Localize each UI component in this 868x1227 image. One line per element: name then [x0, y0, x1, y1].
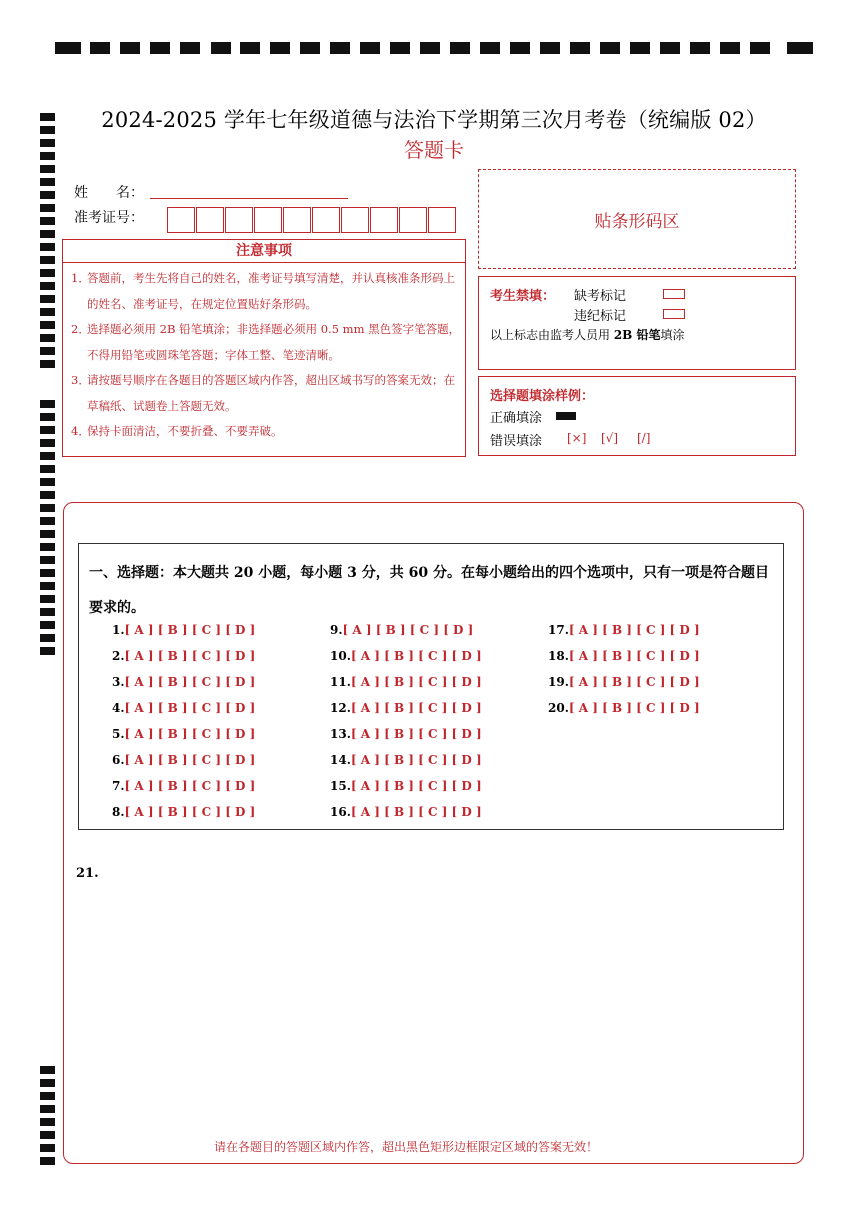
answer-options[interactable]: [ A ] [ B ] [ C ] [ D ]: [350, 649, 482, 663]
wrong-fill-example: [√]: [601, 431, 619, 445]
answer-options[interactable]: [ A ] [ B ] [ C ] [ D ]: [350, 701, 482, 715]
question-number: 2.: [112, 649, 125, 663]
alignment-mark: [40, 1105, 55, 1113]
question-number: 8.: [112, 805, 125, 819]
answer-options[interactable]: [ A ] [ B ] [ C ] [ D ]: [124, 649, 256, 663]
section-title: 一、选择题：本大题共 20 小题，每小题 3 分，共 60 分。在每小题给出的四个选项中，只有一项是符合题目要求的。: [89, 565, 769, 616]
wrong-fill-example: [/]: [637, 431, 651, 445]
answer-options[interactable]: [ A ] [ B ] [ C ] [ D ]: [350, 753, 482, 767]
answer-options[interactable]: [ A ] [ B ] [ C ] [ D ]: [124, 675, 256, 689]
alignment-mark: [660, 42, 680, 54]
alignment-mark: [240, 42, 260, 54]
choice-question[interactable]: [548, 649, 700, 663]
question-number: 15.: [330, 779, 351, 793]
choice-question[interactable]: [330, 805, 482, 819]
alignment-mark: [330, 42, 350, 54]
notice-body: [62, 263, 466, 457]
alignment-mark: [570, 42, 590, 54]
alignment-mark: [40, 413, 55, 421]
footer-note: 请在各题目的答题区域内作答，超出黑色矩形边框限定区域的答案无效！: [213, 1140, 598, 1154]
choice-question[interactable]: [330, 649, 482, 663]
alignment-mark: [787, 42, 813, 54]
forbidden-note: 以上标志由监考人员用 2B 铅笔填涂: [490, 328, 685, 342]
exam-id-digit-box[interactable]: [370, 207, 398, 233]
name-input-line[interactable]: [150, 198, 348, 199]
alignment-mark: [40, 426, 55, 434]
exam-id-digit-box[interactable]: [399, 207, 427, 233]
alignment-mark: [40, 295, 55, 303]
question-21-answer-space[interactable]: [90, 888, 790, 1128]
alignment-mark: [40, 647, 55, 655]
alignment-mark: [90, 42, 110, 54]
choice-question[interactable]: [112, 753, 255, 767]
exam-id-digit-box[interactable]: [341, 207, 369, 233]
notice-item: 1． 答题前，考生先将自己的姓名，准考证号填写清楚，并认真核准条形码上的姓名、准考证号，在规定位置贴好条形码。: [71, 271, 455, 311]
choice-question[interactable]: [330, 779, 482, 793]
notice-heading: 注意事项: [62, 239, 466, 263]
alignment-mark: [40, 256, 55, 264]
question-number: 10.: [330, 649, 351, 663]
choice-question[interactable]: [112, 623, 255, 637]
question-number: 16.: [330, 805, 351, 819]
answer-options[interactable]: [ A ] [ B ] [ C ] [ D ]: [124, 805, 256, 819]
choice-question[interactable]: [112, 779, 255, 793]
alignment-mark: [120, 42, 140, 54]
notice-item: 3． 请按题号顺序在各题目的答题区域内作答，超出区域书写的答案无效；在草稿纸、试题卷上答题无效。: [71, 373, 455, 413]
alignment-mark: [40, 517, 55, 525]
alignment-mark: [720, 42, 740, 54]
violation-mark-label: 违纪标记: [574, 309, 627, 324]
exam-id-digit-box[interactable]: [167, 207, 195, 233]
notice-item: 2． 选择题必须用 2B 铅笔填涂；非选择题必须用 0.5 mm 黑色签字笔答题，不得用铅笔或圆珠笔答题；字体工整、笔迹清晰。: [71, 322, 461, 362]
barcode-area: 贴条形码区: [478, 169, 796, 269]
question-number: 5.: [112, 727, 125, 741]
question-21-label: 21.: [76, 866, 99, 881]
absent-mark-label: 缺考标记: [574, 289, 627, 304]
exam-id-digit-box[interactable]: [283, 207, 311, 233]
alignment-mark: [40, 204, 55, 212]
forbidden-label: 考生禁填：: [490, 289, 556, 304]
alignment-mark: [40, 1092, 55, 1100]
answer-options[interactable]: [ A ] [ B ] [ C ] [ D ]: [350, 805, 482, 819]
answer-options[interactable]: [ A ] [ B ] [ C ] [ D ]: [124, 779, 256, 793]
wrong-fill-example: [×]: [567, 431, 587, 445]
wrong-fill-label: 错误填涂: [490, 434, 543, 449]
fill-sample-title: 选择题填涂样例：: [490, 389, 595, 404]
question-number: 14.: [330, 753, 351, 767]
choice-question[interactable]: [330, 623, 473, 637]
alignment-mark: [40, 269, 55, 277]
answer-options[interactable]: [ A ] [ B ] [ C ] [ D ]: [350, 779, 482, 793]
answer-options[interactable]: [ A ] [ B ] [ C ] [ D ]: [568, 675, 700, 689]
notice-item: 4． 保持卡面清洁，不要折叠、不要弄破。: [71, 424, 283, 438]
violation-mark-box[interactable]: [663, 309, 685, 319]
alignment-mark: [40, 595, 55, 603]
alignment-mark: [40, 178, 55, 186]
exam-id-digit-box[interactable]: [312, 207, 340, 233]
question-number: 1.: [112, 623, 125, 637]
alignment-mark: [40, 452, 55, 460]
choice-question[interactable]: [330, 701, 482, 715]
exam-id-label: 准考证号：: [74, 210, 144, 226]
alignment-mark: [40, 504, 55, 512]
alignment-mark: [40, 347, 55, 355]
alignment-mark: [750, 42, 770, 54]
absent-mark-box[interactable]: [663, 289, 685, 299]
question-number: 19.: [548, 675, 569, 689]
choice-question[interactable]: [330, 727, 482, 741]
page-subtitle: 答题卡: [404, 138, 464, 162]
answer-options[interactable]: [ A ] [ B ] [ C ] [ D ]: [350, 727, 482, 741]
alignment-mark: [40, 478, 55, 486]
correct-fill-label: 正确填涂: [490, 411, 543, 426]
alignment-mark: [40, 1118, 55, 1126]
fill-sample-panel: [478, 376, 796, 456]
choice-question[interactable]: [548, 675, 700, 689]
alignment-mark: [55, 42, 81, 54]
choice-question[interactable]: [112, 675, 255, 689]
answer-options[interactable]: [ A ] [ B ] [ C ] [ D ]: [568, 649, 700, 663]
exam-id-digit-box[interactable]: [254, 207, 282, 233]
choice-question[interactable]: [548, 701, 700, 715]
multiple-choice-section: [78, 543, 784, 830]
exam-id-digit-box[interactable]: [428, 207, 456, 233]
alignment-mark: [40, 400, 55, 408]
choice-question[interactable]: [330, 753, 482, 767]
exam-id-digit-box[interactable]: [225, 207, 253, 233]
question-number: 7.: [112, 779, 125, 793]
question-number: 6.: [112, 753, 125, 767]
choice-question[interactable]: [112, 727, 255, 741]
alignment-mark: [40, 1157, 55, 1165]
alignment-mark: [40, 165, 55, 173]
question-number: 18.: [548, 649, 569, 663]
alignment-mark: [40, 321, 55, 329]
answer-options[interactable]: [ A ] [ B ] [ C ] [ D ]: [350, 675, 482, 689]
question-number: 17.: [548, 623, 569, 637]
alignment-mark: [300, 42, 320, 54]
alignment-mark: [40, 230, 55, 238]
answer-options[interactable]: [ A ] [ B ] [ C ] [ D ]: [124, 727, 256, 741]
alignment-mark: [450, 42, 470, 54]
alignment-mark: [40, 634, 55, 642]
question-number: 12.: [330, 701, 351, 715]
alignment-mark: [40, 465, 55, 473]
name-label: 姓 名：: [74, 185, 144, 201]
alignment-mark: [40, 530, 55, 538]
alignment-mark: [40, 282, 55, 290]
question-number: 4.: [112, 701, 125, 715]
alignment-mark: [40, 308, 55, 316]
question-number: 20.: [548, 701, 569, 715]
alignment-mark: [360, 42, 380, 54]
answer-options[interactable]: [ A ] [ B ] [ C ] [ D ]: [342, 623, 474, 637]
alignment-mark: [40, 491, 55, 499]
alignment-mark: [690, 42, 710, 54]
alignment-mark: [40, 243, 55, 251]
examinee-forbidden-panel: [478, 276, 796, 370]
alignment-mark: [40, 543, 55, 551]
alignment-mark: [540, 42, 560, 54]
page-title: 2024-2025 学年七年级道德与法治下学期第三次月考卷（统编版 02）: [101, 108, 767, 132]
choice-question[interactable]: [112, 805, 255, 819]
choice-question[interactable]: [548, 623, 700, 637]
answer-options[interactable]: [ A ] [ B ] [ C ] [ D ]: [124, 701, 256, 715]
alignment-mark: [40, 582, 55, 590]
question-number: 11.: [330, 675, 351, 689]
alignment-mark: [40, 1079, 55, 1087]
alignment-mark: [40, 556, 55, 564]
alignment-mark: [510, 42, 530, 54]
choice-question[interactable]: [112, 649, 255, 663]
alignment-mark: [40, 360, 55, 368]
answer-options[interactable]: [ A ] [ B ] [ C ] [ D ]: [124, 753, 256, 767]
alignment-mark: [211, 42, 231, 54]
alignment-mark: [40, 334, 55, 342]
choice-question[interactable]: [112, 701, 255, 715]
alignment-mark: [40, 439, 55, 447]
alignment-mark: [150, 42, 170, 54]
exam-id-digit-box[interactable]: [196, 207, 224, 233]
choice-question[interactable]: [330, 675, 482, 689]
alignment-mark: [630, 42, 650, 54]
alignment-mark: [480, 42, 500, 54]
alignment-mark: [600, 42, 620, 54]
correct-fill-example: [556, 412, 576, 420]
alignment-mark: [180, 42, 200, 54]
alignment-mark: [40, 608, 55, 616]
question-number: 3.: [112, 675, 125, 689]
alignment-mark: [270, 42, 290, 54]
alignment-mark: [40, 1066, 55, 1074]
alignment-mark: [40, 191, 55, 199]
alignment-mark: [40, 569, 55, 577]
answer-options[interactable]: [ A ] [ B ] [ C ] [ D ]: [568, 623, 700, 637]
alignment-mark: [40, 217, 55, 225]
question-number: 9.: [330, 623, 343, 637]
answer-options[interactable]: [ A ] [ B ] [ C ] [ D ]: [568, 701, 700, 715]
alignment-mark: [390, 42, 410, 54]
question-number: 13.: [330, 727, 351, 741]
alignment-mark: [420, 42, 440, 54]
answer-options[interactable]: [ A ] [ B ] [ C ] [ D ]: [124, 623, 256, 637]
alignment-mark: [40, 621, 55, 629]
